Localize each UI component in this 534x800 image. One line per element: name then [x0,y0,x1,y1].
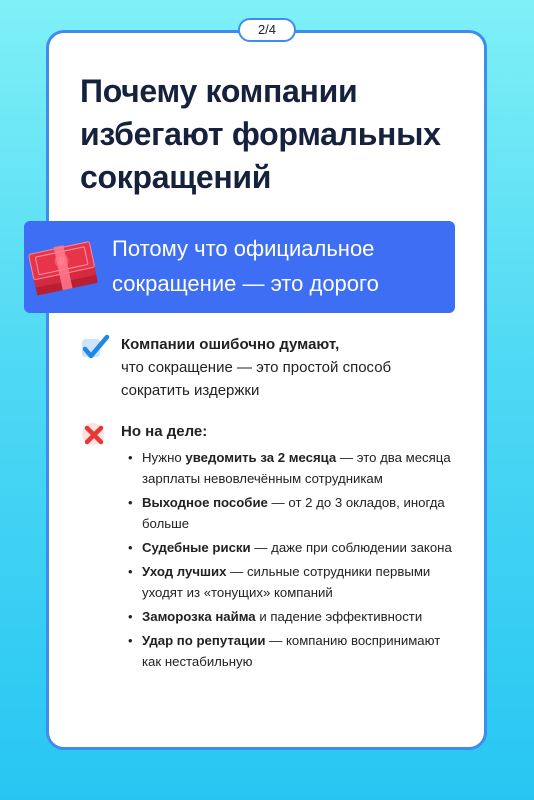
checkmark-icon [80,333,110,363]
banner-text: Потому что официальное сокращение — это дорого [112,236,379,296]
point-heading: Но на деле: [121,423,208,440]
cost-list [128,447,458,675]
list-item: • Судебные риски — даже при соблюдении закона [128,537,458,558]
list-item: • Заморозка найма и падение эффективности [128,606,458,627]
list-item: • Удар по репутации — компанию воспринимают как нестабильную [128,630,458,672]
list-item: • Нужно уведомить за 2 месяца — это два месяца зарплаты невовлечённым сотрудникам [128,447,458,489]
money-stack-icon [26,233,106,301]
point-text: что сокращение — это простой способ сократить издержки [121,359,392,399]
slide-title: Почему компании избегают формальных сокращений [80,73,441,195]
highlight-banner [24,221,455,313]
list-item: • Уход лучших — сильные сотрудники первыми уходят из «тонущих» компаний [128,561,458,603]
list-item: • Выходное пособие — от 2 до 3 окладов, иногда больше [128,492,458,534]
point-heading: Компании ошибочно думают, [121,336,340,353]
cross-icon [80,420,110,450]
page-indicator: 2/4 [238,18,296,42]
